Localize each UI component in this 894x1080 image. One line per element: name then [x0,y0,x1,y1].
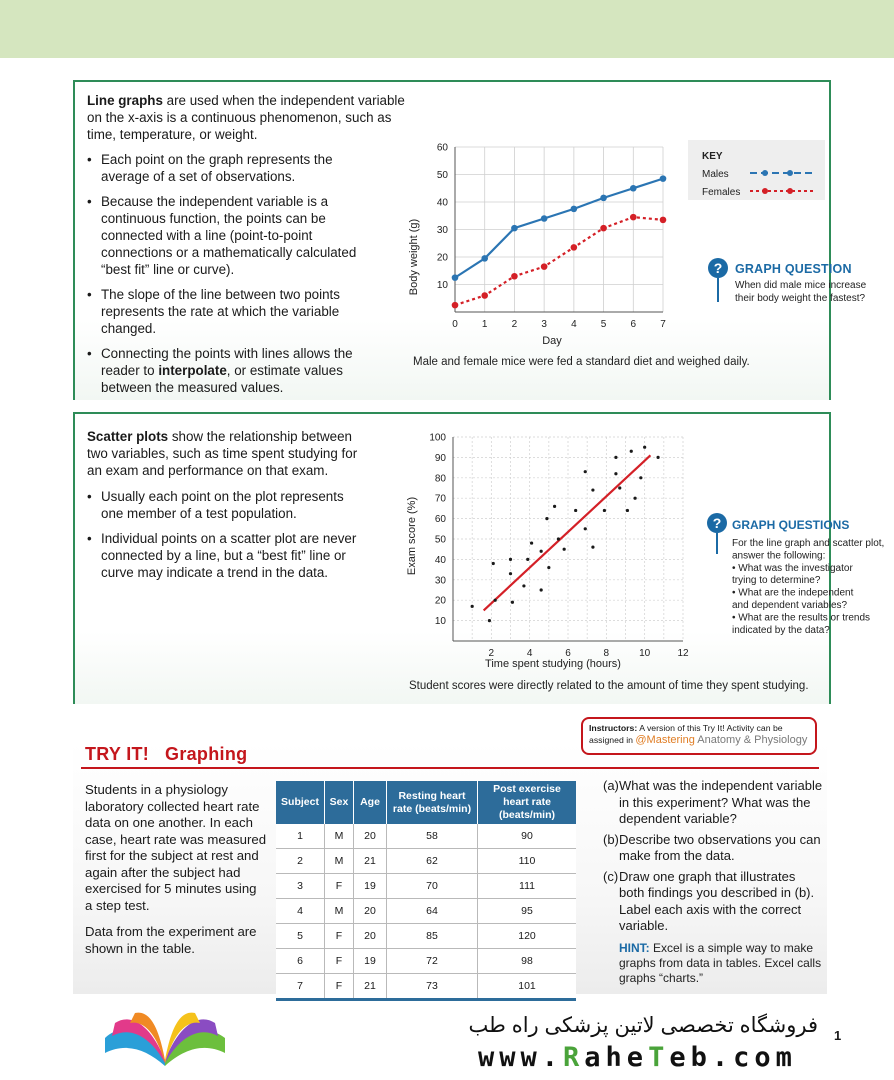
svg-text:?: ? [712,515,722,531]
table-row [276,924,576,949]
table-cell: 90 [478,824,577,849]
data-point [481,292,488,299]
table-cell: F [325,924,354,949]
y-tick-label: 90 [434,452,446,464]
instructor-text-2: assigned in [589,735,636,745]
x-tick-label: 12 [677,648,689,659]
y-axis-label: Exam score (%) [406,496,418,576]
question-b [603,832,823,865]
graph-questions-line: • What are the results or trends [732,612,871,624]
instructor-note [581,717,817,755]
y-axis-label: Body weight (g) [408,218,420,296]
table-cell: 20 [354,824,387,849]
data-point [630,450,633,453]
list-item: • Individual points on a scatter plot are never connected by a line, but a “best fit” line or curve may indicate a trend in the data. [87,530,362,581]
scatter-intro-text: show the relationship between two variables, such as time spent studying for an exam and performance on that exam. [87,429,358,478]
table-row [276,874,576,899]
try-it-title-1: TRY IT! [85,744,150,764]
graph-questions-line: • What was the investigator [732,562,853,574]
data-point [545,517,548,520]
table-cell: 19 [354,949,387,974]
table-cell: 19 [354,874,387,899]
table-cell: F [325,874,354,899]
table-cell: 6 [276,949,325,974]
table-cell: 98 [478,949,577,974]
table-cell: 3 [276,874,325,899]
table-row [276,824,576,849]
list-item: • Usually each point on the plot represents one member of a test population. [87,488,362,522]
table-cell: 73 [387,974,478,1000]
data-point [660,217,667,224]
question-label: (a) [603,778,619,793]
legend-label-males: Males [702,169,729,180]
table-header-row [276,781,576,824]
x-tick-label: 2 [511,319,518,330]
table-cell: 70 [387,874,478,899]
question-label: (b) [603,831,619,847]
line-graph-bullets [87,151,372,404]
data-point [618,486,621,489]
graph-question-text-2: their body weight the fastest? [735,293,866,304]
data-point [591,488,594,491]
data-point [492,562,495,565]
data-point [511,273,518,280]
graph-questions-title: GRAPH QUESTIONS [732,518,850,532]
table-cell: 85 [387,924,478,949]
graph-questions-line: indicated by the data? [732,624,830,636]
hint-text: Excel is a simple way to make graphs from data in tables. Excel calls graphs “charts.” [619,940,822,985]
data-point [540,588,543,591]
question-text: Draw one graph that illustrates both findings you described in (b). Label each axis with the correct variable. [619,868,815,933]
table-cell: 7 [276,974,325,1000]
data-point [630,185,637,192]
table-cell: 120 [478,924,577,949]
x-tick-label: 2 [488,648,495,659]
data-point [600,195,607,202]
x-tick-label: 6 [565,648,571,659]
data-point [511,601,514,604]
data-point [526,558,529,561]
x-tick-label: 6 [630,319,637,330]
data-point [571,206,578,213]
y-tick-label: 50 [436,170,448,181]
list-item: • The slope of the line between two points represents the rate at which the variable changed. [87,286,372,337]
page-number: 1 [834,1028,842,1043]
table-header: Post exercise heart rate (beats/min) [478,781,577,824]
line-graph-intro-text: are used when the independent variable on the x-axis is a continuous phenomenon, such as time, temperature, or weight. [87,93,405,142]
graph-questions-line: and dependent variables? [732,600,848,611]
table-header: Age [354,781,387,824]
table-cell: 2 [276,849,325,874]
table-cell: M [325,899,354,924]
url-part: ahe [584,1042,649,1073]
y-tick-label: 30 [436,225,448,236]
footer-url[interactable] [478,1042,797,1073]
url-part: eb.com [669,1042,797,1073]
line-graph-intro [87,92,412,143]
list-item [87,345,372,396]
legend-label-females: Females [702,187,741,198]
data-point [584,527,587,530]
y-tick-label: 60 [436,142,448,154]
heart-rate-table [276,781,576,1001]
chart-axes [437,143,666,331]
scatter-caption: Student scores were directly related to the amount of time they spent studying. [409,680,809,692]
instructor-text: A version of this Try It! Activity can be [637,723,783,733]
x-tick-label: 8 [603,648,610,659]
table-cell: 1 [276,824,325,849]
table-cell: F [325,974,354,1000]
data-point [643,446,646,449]
mastering-brand-2: Anatomy & Physiology [694,734,808,746]
y-tick-label: 60 [434,514,446,526]
line-graph-panel [73,80,867,400]
y-tick-label: 100 [429,432,446,444]
svg-text:?: ? [713,260,723,276]
x-tick-label: 4 [571,319,577,330]
y-tick-label: 40 [436,197,448,209]
x-axis-label: Time spent studying (hours) [485,658,621,670]
y-tick-label: 50 [434,534,446,546]
try-it-questions [603,778,823,986]
data-point [656,456,659,459]
table-cell: F [325,949,354,974]
line-graph-intro-bold: Line graphs [87,93,163,108]
table-header: Sex [325,781,354,824]
question-text: What was the independent variable in this experiment? What was the dependent variable? [619,778,823,826]
top-banner [0,0,894,58]
scatter-plot-panel [73,412,885,704]
data-point [494,599,497,602]
data-point [633,497,636,500]
url-part: www. [478,1042,564,1073]
x-tick-label: 1 [481,319,488,330]
best-fit-line [484,455,651,610]
table-cell: 20 [354,924,387,949]
chart-points [471,446,660,623]
data-point [452,302,459,309]
y-tick-label: 70 [434,493,446,505]
bullet4-post: , or estimate values between the measured values. [101,363,343,395]
table-cell: 58 [387,824,478,849]
scatter-intro-bold: Scatter plots [87,429,169,444]
graph-questions-text [732,538,884,636]
x-axis-label: Day [542,335,562,347]
data-point [574,509,577,512]
data-point [557,537,560,540]
data-point [639,476,642,479]
data-point [614,472,617,475]
data-point [522,584,525,587]
table-row [276,849,576,874]
table-row [276,974,576,1000]
try-it-description [85,782,267,967]
hint [603,941,823,986]
data-point [452,274,459,281]
data-point [530,541,533,544]
data-point [547,566,550,569]
data-point [600,225,607,232]
data-point [540,550,543,553]
graph-question-text-1: When did male mice increase [735,280,867,291]
data-point [660,175,667,182]
table-row [276,899,576,924]
series-line-males [455,179,663,278]
data-point [541,215,548,222]
table-cell: 62 [387,849,478,874]
url-part: R [563,1042,585,1073]
try-it-rule [81,767,819,769]
table-cell: 5 [276,924,325,949]
list-item: • Each point on the graph represents the average of a set of observations. [87,151,372,185]
x-tick-label: 0 [452,319,458,330]
x-tick-label: 10 [639,648,651,659]
instructor-bold: Instructors: [589,723,638,733]
x-tick-label: 4 [526,648,533,659]
table-cell: 21 [354,849,387,874]
y-tick-label: 20 [436,252,448,264]
y-tick-label: 80 [434,473,446,485]
table-cell: 95 [478,899,577,924]
graph-questions-line: For the line graph and scatter plot, [732,538,885,549]
y-tick-label: 40 [434,554,446,566]
scatter-intro [87,428,372,479]
try-it-paragraph-1: Students in a physiology laboratory collected heart rate data on one another. In each case, heart rate was measured first for the subject at rest and again after the subject had exercised for 5 minutes using a step test. [85,782,267,913]
question-text: Describe two observations you can make from the data. [619,831,821,863]
chart-axes [429,433,689,660]
question-label: (c) [603,868,619,884]
list-item: • Because the independent variable is a continuous function, the points can be connected with a line (point-to-point connections or a mathematically calculated “best fit” line or curve). [87,193,372,278]
table-cell: M [325,824,354,849]
question-a [603,778,823,828]
table-cell: 4 [276,899,325,924]
table-body [276,824,576,1000]
table-cell: 110 [478,849,577,874]
legend-title: KEY [702,151,723,162]
data-point [614,456,617,459]
table-cell: 72 [387,949,478,974]
bullet4-bold: interpolate [158,363,227,378]
scatter-bullets [87,488,362,589]
data-point [481,255,488,262]
y-tick-label: 30 [434,575,446,587]
table-header: Subject [276,781,325,824]
chart-series [452,175,667,308]
data-point [471,605,474,608]
data-point [571,244,578,251]
book-logo-icon [100,1008,230,1070]
x-tick-label: 5 [600,319,607,330]
table-cell: 20 [354,899,387,924]
data-point [509,572,512,575]
graph-question-callout [708,258,867,304]
y-tick-label: 10 [436,280,448,291]
try-it-paragraph-2: Data from the experiment are shown in the table. [85,924,257,956]
graph-questions-line: answer the following: [732,550,826,562]
chart-grid [453,437,683,641]
table-cell: 64 [387,899,478,924]
bullet4-pre: Connecting the points with lines allows the reader to [101,346,353,378]
graph-question-title: GRAPH QUESTION [735,262,852,276]
graph-questions-line: trying to determine? [732,575,821,587]
data-point [584,470,587,473]
footer-persian-text: فروشگاه تخصصی لاتین پزشکی راه طب [468,1014,818,1037]
data-point [511,225,518,232]
url-part: T [648,1042,670,1073]
data-point [488,619,491,622]
table-cell: 101 [478,974,577,1000]
data-point [630,214,637,221]
data-point [603,509,606,512]
table-row [276,949,576,974]
y-tick-label: 20 [434,595,446,607]
line-graph-caption: Male and female mice were fed a standard diet and weighed daily. [413,356,750,368]
data-point [563,548,566,551]
table-header: Resting heart rate (beats/min) [387,781,478,824]
chart-grid [455,147,663,312]
hint-label: HINT: [619,940,650,955]
graph-questions-callout [707,513,884,636]
try-it-section [73,722,827,994]
table-cell: M [325,849,354,874]
scatter-chart [403,426,885,681]
x-tick-label: 7 [660,319,666,330]
mastering-brand[interactable]: @Mastering [635,734,695,746]
data-point [541,263,548,270]
try-it-title-2: Graphing [165,744,248,764]
x-tick-label: 3 [541,319,547,330]
y-tick-label: 10 [434,616,446,628]
data-point [509,558,512,561]
graph-questions-line: • What are the independent [732,587,854,599]
data-point [626,509,629,512]
try-it-title [85,744,247,765]
table-cell: 21 [354,974,387,1000]
data-point [591,546,594,549]
data-point [553,505,556,508]
question-c [603,869,823,935]
table-cell: 111 [478,874,577,899]
